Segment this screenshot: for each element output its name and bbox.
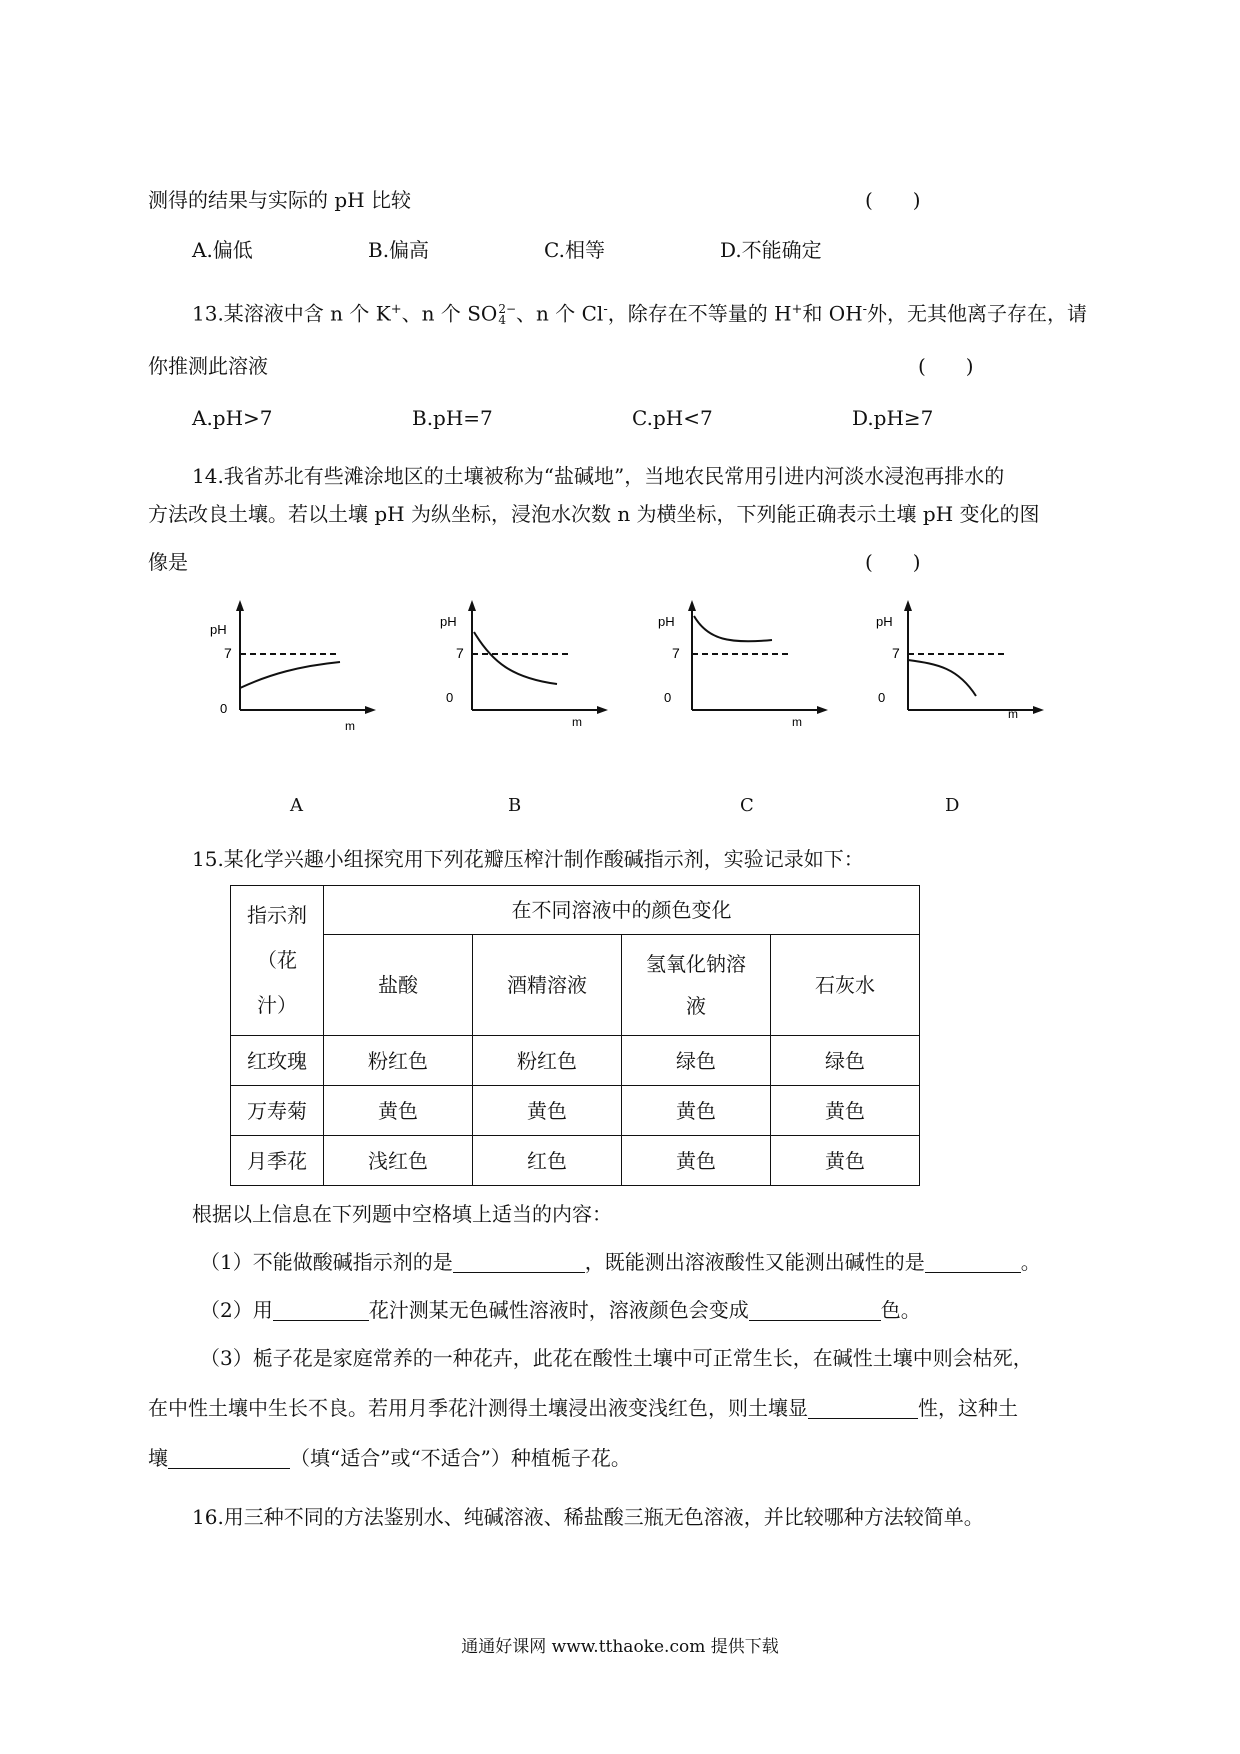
ph7-label: 7	[672, 645, 680, 661]
q16-stem: 16.用三种不同的方法鉴别水、纯碱溶液、稀盐酸三瓶无色溶液，并比较哪种方法较简单。	[192, 1505, 984, 1529]
page-footer: 通通好课网 www.tthaoke.com 提供下载	[461, 1637, 779, 1657]
row-header: 月季花	[231, 1136, 324, 1186]
table-cell: 浅红色	[324, 1136, 473, 1186]
q12-option-a: A.偏低	[192, 238, 253, 262]
column-header-naoh: 氢氧化钠溶 液	[622, 935, 771, 1036]
answer-blank[interactable]	[168, 1448, 290, 1469]
column-header-alcohol: 酒精溶液	[473, 935, 622, 1036]
table-cell: 黄色	[324, 1086, 473, 1136]
y-axis-label: pH	[210, 622, 227, 637]
q13-option-a: A.pH>7	[192, 406, 273, 430]
q14-graph-d	[868, 600, 1048, 735]
column-header-hcl: 盐酸	[324, 935, 473, 1036]
table-cell: 绿色	[771, 1036, 920, 1086]
q13-stem-line2: 你推测此溶液	[148, 354, 268, 378]
q14-stem-line3: 像是	[148, 550, 188, 574]
q14-stem-line1: 14.我省苏北有些滩涂地区的土壤被称为“盐碱地”，当地农民常用引进内河淡水浸泡再排水的	[192, 464, 1005, 488]
y-axis-arrow-icon	[468, 600, 476, 611]
ph-curve	[694, 616, 772, 641]
table-row	[231, 1136, 920, 1186]
answer-blank[interactable]	[925, 1252, 1021, 1273]
x-axis-label: m	[1008, 707, 1018, 721]
table-corner-header: 指示剂 （花 汁）	[231, 886, 324, 1036]
y-axis-label: pH	[658, 614, 675, 629]
table-cell: 黄色	[622, 1136, 771, 1186]
table-cell: 绿色	[622, 1036, 771, 1086]
table-cell: 黄色	[771, 1086, 920, 1136]
x-axis-arrow-icon	[1033, 706, 1044, 714]
q15-part3-line2: 在中性土壤中生长不良。若用月季花汁测得土壤浸出液变浅红色，则土壤显 性，这种土	[148, 1396, 1018, 1420]
q13-stem-line1: 13.某溶液中含 n 个 K+、n 个 SO2− 4 、n 个 Cl-，除存在不等量的 H+和 OH-外，无其他离子存在，请	[192, 301, 1088, 328]
q15-instruction: 根据以上信息在下列题中空格填上适当的内容：	[192, 1202, 612, 1226]
row-header: 万寿菊	[231, 1086, 324, 1136]
table-row	[231, 1036, 920, 1086]
q13-option-d: D.pH≥7	[852, 406, 934, 430]
q13-answer-paren: ( )	[918, 354, 974, 378]
answer-blank[interactable]	[273, 1300, 369, 1321]
q12-option-d: D.不能确定	[720, 238, 822, 262]
q15-part3-line1: （3）栀子花是家庭常养的一种花卉，此花在酸性土壤中可正常生长，在碱性土壤中则会枯死，	[200, 1346, 1033, 1370]
q14-answer-paren: ( )	[865, 550, 921, 574]
q14-graph-d-letter: D	[945, 795, 960, 816]
table-cell: 黄色	[473, 1086, 622, 1136]
y-axis-arrow-icon	[688, 600, 696, 611]
origin-label: 0	[446, 690, 454, 705]
origin-label: 0	[220, 701, 228, 716]
table-cell: 红色	[473, 1136, 622, 1186]
ph-curve	[908, 660, 976, 696]
table-cell: 粉红色	[324, 1036, 473, 1086]
q12-option-b: B.偏高	[368, 238, 430, 262]
q14-stem-line2: 方法改良土壤。若以土壤 pH 为纵坐标，浸泡水次数 n 为横坐标，下列能正确表示土壤 pH 变化的图	[148, 502, 1040, 526]
ph7-label: 7	[224, 645, 232, 661]
x-axis-arrow-icon	[365, 706, 376, 714]
q14-graph-b	[432, 600, 612, 735]
q14-graph-a	[200, 600, 380, 735]
ph-curve	[240, 662, 340, 688]
table-row	[231, 1086, 920, 1136]
x-axis-arrow-icon	[817, 706, 828, 714]
x-axis-arrow-icon	[597, 706, 608, 714]
table-cell: 黄色	[622, 1086, 771, 1136]
q14-graph-a-letter: A	[290, 795, 303, 816]
ph-curve	[474, 632, 557, 684]
q15-part3-line3: 壤 （填“适合”或“不适合”）种植栀子花。	[148, 1446, 631, 1470]
q14-graph-c	[652, 600, 832, 735]
q14-graph-b-letter: B	[508, 795, 522, 816]
ph7-label: 7	[456, 645, 464, 661]
x-axis-label: m	[345, 719, 355, 733]
answer-blank[interactable]	[749, 1300, 881, 1321]
q13-option-b: B.pH=7	[412, 406, 493, 430]
q12-option-c: C.相等	[544, 238, 605, 262]
origin-label: 0	[664, 690, 672, 705]
answer-blank[interactable]	[453, 1252, 585, 1273]
answer-blank[interactable]	[808, 1398, 918, 1419]
x-axis-label: m	[792, 715, 802, 729]
y-axis-label: pH	[876, 614, 893, 629]
q13-option-c: C.pH<7	[632, 406, 713, 430]
q12-answer-paren: ( )	[865, 188, 921, 212]
origin-label: 0	[878, 690, 886, 705]
row-header: 红玫瑰	[231, 1036, 324, 1086]
q15-part1: （1）不能做酸碱指示剂的是 ，既能测出溶液酸性又能测出碱性的是 。	[200, 1250, 1041, 1274]
y-axis-label: pH	[440, 614, 457, 629]
table-cell: 粉红色	[473, 1036, 622, 1086]
q15-intro: 15.某化学兴趣小组探究用下列花瓣压榨汁制作酸碱指示剂，实验记录如下：	[192, 847, 864, 871]
q14-graph-c-letter: C	[740, 795, 754, 816]
column-header-limewater: 石灰水	[771, 935, 920, 1036]
table-cell: 黄色	[771, 1136, 920, 1186]
x-axis-label: m	[572, 715, 582, 729]
y-axis-arrow-icon	[236, 600, 244, 611]
indicator-table	[230, 885, 920, 1186]
q15-part2: （2）用 花汁测某无色碱性溶液时，溶液颜色会变成 色。	[200, 1298, 921, 1322]
y-axis-arrow-icon	[904, 600, 912, 611]
q12-stem: 测得的结果与实际的 pH 比较	[148, 188, 411, 212]
ph7-label: 7	[892, 645, 900, 661]
table-group-header: 在不同溶液中的颜色变化	[324, 886, 920, 935]
